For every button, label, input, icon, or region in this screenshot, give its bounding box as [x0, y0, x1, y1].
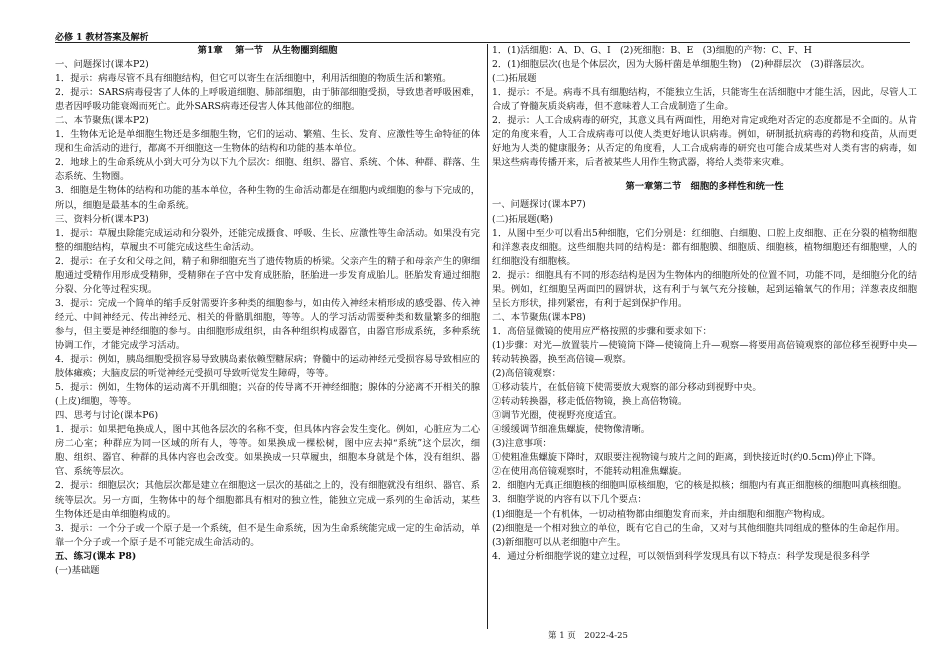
- list-item: ②在使用高倍镜观察时，不能转动粗准焦螺旋。: [492, 466, 688, 478]
- list-item: (1)细胞是一个有机体，一切动植物都由细胞发育而来，并由细胞和细胞产物构成。: [492, 508, 831, 520]
- paragraph: 1．高倍显微镜的使用应严格按照的步骤和要求如下：: [492, 325, 712, 337]
- paragraph: 2．提示：人工合成病毒的研究，其意义具有两面性，用绝对肯定或绝对否定的态度都是不全面的。从肯定的角度来看，人工合成病毒可以使人类更好地认识病毒。例如，研制抵抗病毒的药物和疫苗，从而更好地为人类的健康服务；从否定的角度看，人工合成病毒的研究也可能合成某些对人类有害的病毒，如果这些病毒传播开来，后者被某些人用作生物武器，将给人类带来灾难。: [492, 115, 917, 169]
- subsection-heading: (二)拓展题(略): [492, 213, 553, 225]
- paragraph: 2．提示：细胞具有不同的形态结构是因为生物体内的细胞所处的位置不同，功能不同，是细胞分化的结果。例如，红细胞呈两面凹的圆饼状，这有利于与氧气充分接触，起到运输氧气的作用；洋葱表皮细胞呈长方形状，排列紧密，有利于起到保护作用。: [492, 269, 917, 309]
- page-footer: 第 1 页 2022-4-25: [548, 631, 628, 641]
- section-heading: 二、本节聚焦(课本P8): [492, 311, 586, 323]
- paragraph: 1．生物体无论是单细胞生物还是多细胞生物，它们的运动、繁殖、生长、发育、应激性等生命特征的体现和生命活动的进行，都离不开细胞这一生物体的结构和功能的基本单位。: [55, 129, 480, 155]
- subsection-heading: (二)拓展题: [492, 73, 537, 85]
- header-rule: [55, 42, 910, 43]
- list-item: ④缓缓调节细准焦螺旋，使物像清晰。: [492, 424, 651, 436]
- paragraph: 2．细胞内无真正细胞核的细胞叫原核细胞，它的核是拟核；细胞内有真正细胞核的细胞叫真核细胞。: [492, 480, 907, 492]
- section-heading: 一、问题探讨(课本P7): [492, 199, 586, 211]
- section-heading: 五、练习(课本 P8): [55, 550, 137, 562]
- running-title: 必修 1 教材答案及解析: [55, 33, 149, 43]
- paragraph: 1．提示：草履虫除能完成运动和分裂外，还能完成摄食、呼吸、生长、应激性等生命活动。如果没有完整的细胞结构，草履虫不可能完成这些生命活动。: [55, 227, 480, 253]
- section-heading: 二、本节聚焦(课本P2): [55, 115, 149, 127]
- column-divider: [487, 44, 488, 629]
- chapter-title: 第1章 第一节 从生物圈到细胞: [197, 45, 338, 56]
- paragraph: (1)步骤：对光—放置装片—使镜筒下降—使镜筒上升—观察—将要用高倍镜观察的部位移至视野中央—转动转换器，换至高倍镜—观察。: [492, 339, 917, 365]
- paragraph: 2．(1)细胞层次(也是个体层次，因为大肠杆菌是单细胞生物) (2)种群层次 (3)群落层次。: [492, 59, 871, 71]
- list-item: ①移动装片，在低倍镜下使需要放大观察的部分移动到视野中央。: [492, 382, 762, 394]
- paragraph: 1．(1)活细胞：A、D、G、I (2)死细胞：B、E (3)细胞的产物：C、F、H: [492, 45, 812, 56]
- list-item: ②转动转换器，移走低倍物镜，换上高倍物镜。: [492, 396, 688, 408]
- paragraph: 2．提示：在子女和父母之间，精子和卵细胞充当了遗传物质的桥梁。父亲产生的精子和母亲产生的卵细胞通过受精作用形成受精卵，受精卵在子宫中发育成胚胎，胚胎进一步发育成胎儿。胚胎发育通过细胞分裂、分化等过程实现。: [55, 255, 480, 295]
- section-heading: 一、问题探讨(课本P2): [55, 59, 149, 71]
- paragraph: 1．提示：病毒尽管不具有细胞结构，但它可以寄生在活细胞中，利用活细胞的物质生活和繁殖。: [55, 73, 452, 85]
- list-item: ①使粗准焦螺旋下降时，双眼要注视物镜与玻片之间的距离，到快接近时(约0.5cm)停止下降。: [492, 452, 882, 464]
- paragraph: 2．提示：细胞层次；其他层次都是建立在细胞这一层次的基础之上的，没有细胞就没有组织、器官、系统等层次。另一方面，生物体中的每个细胞都具有相对的独立性，能独立完成一系列的生命活动，某些生物体还是由单细胞构成的。: [55, 480, 480, 520]
- paragraph: 3．细胞是生物体的结构和功能的基本单位，各种生物的生命活动都是在细胞内或细胞的参与下完成的，所以，细胞是最基本的生命系统。: [55, 185, 480, 211]
- paragraph: (3)注意事项：: [492, 438, 552, 450]
- paragraph: 4．通过分析细胞学说的建立过程，可以领悟到科学发现具有以下特点：科学发现是很多科学: [492, 550, 870, 562]
- paragraph: 4．提示：例如，胰岛细胞受损容易导致胰岛素依赖型糖尿病；脊髓中的运动神经元受损容易导致相应的肢体瘫痪；大脑皮层的听觉神经元受损可导致听觉发生障碍，等等。: [55, 354, 480, 380]
- paragraph: (2)高倍镜观察：: [492, 368, 561, 380]
- paragraph: 3．细胞学说的内容有以下几个要点：: [492, 494, 647, 506]
- subsection-heading: (一)基础题: [55, 564, 100, 576]
- list-item: (3)新细胞可以从老细胞中产生。: [492, 536, 627, 548]
- left-column: [55, 44, 480, 578]
- paragraph: 1．从图中至少可以看出5种细胞，它们分别是：红细胞、白细胞、口腔上皮细胞、正在分裂的植物细胞和洋葱表皮细胞。这些细胞共同的结构是：都有细胞膜、细胞质、细胞核，植物细胞还有细胞壁，人的红细胞没有细胞核。: [492, 227, 917, 267]
- list-item: ③调节光圈，使视野亮度适宜。: [492, 410, 623, 422]
- paragraph: 2．地球上的生命系统从小到大可分为以下九个层次：细胞、组织、器官、系统、个体、种群、群落、生态系统、生物圈。: [55, 157, 480, 183]
- paragraph: 3．提示：完成一个简单的缩手反射需要许多种类的细胞参与，如由传入神经末梢形成的感受器、传入神经元、中间神经元、传出神经元、相关的骨骼肌细胞，等等。人的学习活动需要种类和数量繁多的细胞参与，但主要是神经细胞的参与。由细胞形成组织，由各种组织构成器官，由器官形成系统，多种系统协调工作，才能完成学习活动。: [55, 297, 480, 351]
- right-column: [492, 44, 917, 564]
- section-heading: 三、资料分析(课本P3): [55, 213, 149, 225]
- paragraph: 3．提示：一个分子或一个原子是一个系统，但不是生命系统，因为生命系统能完成一定的生命活动，单靠一个分子或一个原子是不可能完成生命活动的。: [55, 522, 480, 548]
- section-title: 第一章第二节 细胞的多样性和统一性: [625, 181, 784, 193]
- list-item: (2)细胞是一个相对独立的单位，既有它自己的生命，又对与其他细胞共同组成的整体的生命起作用。: [492, 522, 905, 534]
- paragraph: 5．提示：例如，生物体的运动离不开肌细胞；兴奋的传导离不开神经细胞；腺体的分泌离不开相关的腺(上皮)细胞，等等。: [55, 382, 480, 408]
- section-heading: 四、思考与讨论(课本P6): [55, 410, 159, 422]
- paragraph: 1．提示：不是。病毒不具有细胞结构，不能独立生活，只能寄生在活细胞中才能生活，因此，尽管人工合成了脊髓灰质炎病毒，但不意味着人工合成制造了生命。: [492, 87, 917, 113]
- paragraph: 1．提示：如果把龟换成人，图中其他各层次的名称不变，但具体内容会发生变化。例如，心脏应为二心房二心室；种群应为同一区域的所有人，等等。如果换成一棵松树，图中应去掉“系统”这个层次，细胞、组织、器官、种群的具体内容也会改变。如果换成一只草履虫，细胞本身就是个体，没有组织、器官、系统等层次。: [55, 424, 480, 478]
- paragraph: 2．提示：SARS病毒侵害了人体的上呼吸道细胞、肺部细胞，由于肺部细胞受损，导致患者呼吸困难，患者因呼吸功能衰竭而死亡。此外SARS病毒还侵害人体其他部位的细胞。: [55, 87, 480, 113]
